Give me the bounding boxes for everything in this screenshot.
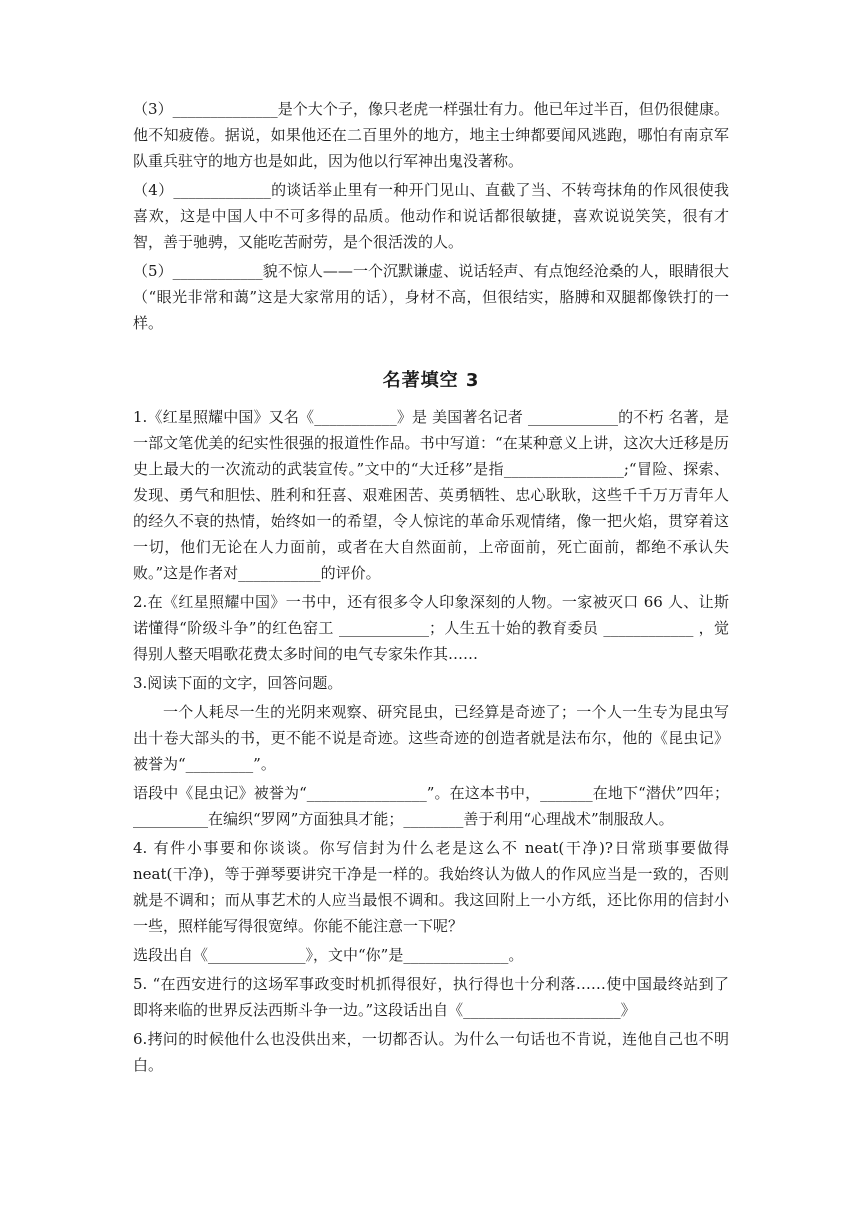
question-4-blanks: 选段出自《_____________》，文中“你”是______________。: [133, 946, 524, 964]
question-6: 6.拷问的时候他什么也没供出来，一切都否认。为什么一句话也不肯说，连他自己也不明白。: [133, 1030, 729, 1074]
question-3-blanks: 语段中《昆虫记》被誉为“________________”。在这本书中，_______在地下“潜伏”四年；__________在编织“罗网”方面独具才能；________善于利用“心理战术”制服敌人。: [133, 784, 729, 828]
character-item-5: （5）____________貌不惊人——一个沉默谦虚、说话轻声、有点饱经沧桑的人，眼睛很大（“眼光非常和蔼”这是大家常用的话），身材不高，但很结实，胳膊和双腿都像铁打的一样。: [133, 262, 729, 332]
character-item-4: （4）_____________的谈话举止里有一种开门见山、直截了当、不转弯抹角的作风很使我喜欢，这是中国人中不可多得的品质。他动作和说话都很敏捷，喜欢说说笑笑，很有才智，善于驰骋，又能吃苦耐劳，是个很活泼的人。: [133, 181, 729, 251]
document-page: [133, 96, 729, 1081]
question-3-heading: 3.阅读下面的文字，回答问题。: [133, 674, 343, 692]
question-5: 5. “在西安进行的这场军事政变时机抓得很好，执行得也十分利落……使中国最终站到了即将来临的世界反法西斯斗争一边。”这段话出自《_____________________》: [133, 975, 729, 1019]
question-4: 4. 有件小事要和你谈谈。你写信封为什么老是这么不 neat(干净)?日常琐事要做得 neat(干净)，等于弹琴要讲究干净是一样的。我始终认为做人的作风应当是一致的，否则就是不调和；而从事艺术的人应当最恨不调和。我这回附上一小方纸，还比你用的信封小一些，照样能写得很宽绰。你能不能注意一下呢？: [133, 839, 729, 935]
question-2: 2.在《红星照耀中国》一书中，还有很多令人印象深刻的人物。一家被灭口 66 人、让斯诺懂得“阶级斗争”的红色窑工 ____________；人生五十始的教育委员 ____________ ，觉得别人整天唱歌花费太多时间的电气专家朱作其……: [133, 593, 729, 663]
section-title: 名著填空 3: [382, 370, 480, 391]
character-item-3: （3）______________是个大个子，像只老虎一样强壮有力。他已年过半百，但仍很健康。他不知疲倦。据说，如果他还在二百里外的地方，地主士绅都要闻风逃跑，哪怕有南京军队重兵驻守的地方也是如此，因为他以行军神出鬼没著称。: [133, 100, 729, 170]
question-3-passage: 一个人耗尽一生的光阴来观察、研究昆虫，已经算是奇迹了；一个人一生专为昆虫写出十卷大部头的书，更不能不说是奇迹。这些奇迹的创造者就是法布尔，他的《昆虫记》被誉为“_________”。: [133, 703, 729, 773]
question-1: 1.《红星照耀中国》又名《___________》是 美国著名记者 ____________的不朽 名著，是一部文笔优美的纪实性很强的报道性作品。书中写道：“在某种意义上讲，这次大迁移是历史上最大的一次流动的武装宣传。”文中的“大迁移”是指________________;“冒险、探索、发现、勇气和胆怯、胜利和狂喜、艰难困苦、英勇牺牲、忠心耿耿，这些千千万万青年人的经久不衰的热情，始终如一的希望，令人惊诧的革命乐观情绪，像一把火焰，贯穿着这一切，他们无论在人力面前，或者在大自然面前，上帝面前，死亡面前，都绝不承认失败。”这是作者对___________的评价。: [133, 408, 729, 582]
